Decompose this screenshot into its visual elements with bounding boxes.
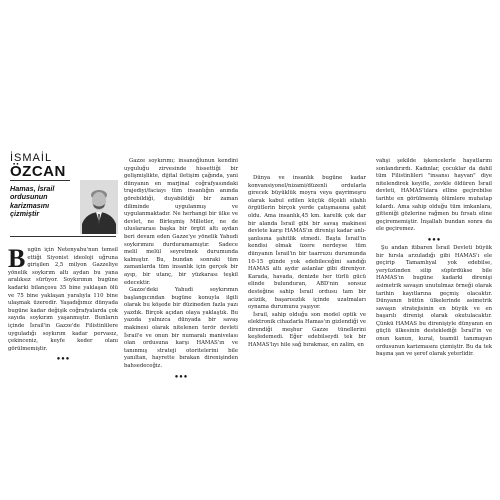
divider	[10, 180, 70, 181]
paragraph	[8, 244, 118, 353]
article-headline: Hamas, İsrail ordusunun karizmasını çizmiştir	[10, 184, 55, 219]
paragraph-text: ugün için Netenyahu'nun temsil ettiği Siyonist ideoloji uğruna girişilen 2,5 milyon Gazzeliye yönelik soykırım altı aydan bu yana aralıksız sürüyor. Soykırımın bugüne kadarki bilançosu 35 bine yaklaşan ölü ve 75 bine yaklaşan yaralıyla 110 bine ulaşmak üzeredir. Yaşadığımız dünyada bugüne kadar değişik coğrafyalarda çok sayıda soykırım yaşanmıştır. Bunların içinde İsrail'in Gazze'de Filistinlilere uyguladığı soykırım kadar pervasız, çekinceniz, keyfe keder olanı görülmemiştir.	[8, 247, 118, 352]
paragraph: Gazze soykırımı; insanoğlunun kendini uyguluğu zirvesinde hissettiği bir gelişmişlikte, dijital iletişim çağında, yani dünyanın en marjinal coğrafyasındaki trajediyi/faciayı tüm insanlığın anında görebildiği, duyabildiği bir zaman diliminde uygulanmış ve uygulanmaktadır. Ne herhangi bir ülke ve devlet, ne Birleşmiş Milletler, ne de uluslararası başka bir örgüt altı aydan beri devam eden Gazze'ye yönelik Yahudi soykırımını durduramamıştır. Sadece melil melül seyretmek durumunda kalmıştır. Bu, bundan sonraki tüm zamanlarda tüm insanlık için gerçek bir ayıp, bir utanç, bir yüzkarası teşkil edecektir.	[124, 158, 238, 286]
divider	[10, 236, 116, 237]
column-4	[376, 158, 492, 359]
author-first-name: İSMAİL	[10, 152, 53, 164]
separator: •••	[427, 234, 441, 244]
paragraph: Şu andan itibaren İsrail Devleti büyük bir hırsla arzuladığı gibi HAMAS'ı ele geçirip Tamamlıyal yok edebilse, yeryüzünden silip süpürdükse bile HAMAS'ın bugüne kadarki direnişi asimetrik savaşın unutulmaz örneği olarak tarihin kayıtlarına geçmiş olacaktır. Dünyanın bütün ülkelerinde asimetrik savaşın stratejisinin en büyük ve en başarılı direnişi olarak okutulacaktır. Çünkü HAMAS bu direnişiyle dünyanın en güçlü ülkesinin desteklediği İsrail'in ve onun kanun, kural, teamül tanımayan ordusunun karizmasını çizmiştir. Bu da tek başına şan ve şeref olarak yeterlidir.	[376, 244, 492, 358]
author-portrait	[80, 180, 118, 234]
author-box	[8, 150, 118, 242]
column-3	[248, 175, 366, 350]
paragraph: İsrail, sahip olduğu son model optik ve elektronik cihazlarla Hamas'ın gizlendiği ve direndiği meşhur Gazze tünellerini keşfedemedi. Eğer edebilseydi tek bir HAMAS'lıyı hile sağ bırakmaz, en zalim, en	[248, 311, 366, 349]
drop-cap: B	[8, 244, 26, 273]
separator: •••	[56, 354, 70, 364]
paragraph: vahşi şekilde işkencelerle hayatlarını sonlandırırdı. Kadınlar, çocuklar da dahil tüm Filistinlileri "insansı hayvan" diye nitelendirek keyifle, zevkle öldüren İsrail devleti, HAMAS'lılara elline geçirebilse tarihte en görülmemiş ölümlere muhatap kılardı. Ama sahip olduğu tüm imkanlara, gitteniği gözlerine rağmen bu fırsatı eline geçirememiştir. İnşallah bundan sonra da ele geçiremez.	[376, 158, 492, 233]
author-photo-icon	[80, 180, 118, 234]
paragraph: Gazze'deki Yahudi soykırımın başlangıcından bugüne konuyla ilgili olarak bu köşede bir düzineden fazla yazı yazdık. Birçok açıdan olaya yaklaştık. Bu yazıda yalnızca dünyada bir savaş makinesi olarak nitelenen terör devleti İsrail'e ve onun bir numaralı manivelası olan ordusuna karşı HAMAS'ın ve tanınmış strateji otoritelerini bile yanıltan, hayrette bırakan direnişinden bahsedeceğiz.	[124, 287, 238, 370]
column-1	[8, 244, 118, 364]
separator: •••	[174, 371, 188, 381]
author-last-name: ÖZCAN	[10, 163, 66, 180]
paragraph: Dünya ve insanlık bugüne kadar konvansiyonel/nizami/düzenli ordularla girecek büyüklük moyra veya gayrimeşru olarak kabul edilen küçük ölçekli silahlı örgütlerin birçok yerde çatışmasına şahit oldu. Ama insanlık,45 km. karelik çok dar bir alanda İsrail gibi bir savaş makinesi devlete karşı HAMAS'ın direnişi kadar anlı-şanlısına şahitlik etmedi. Başta İsrail'in kendisi olmak üzere nerdeyse tüm dünyanın İsrail'in bir taarruzu durumunda 10-15 günde yok edebileceğini sandığı HAMAS altı aydır aslanlar gibi direniyor. Karada, havada, denizde her türlü gücü elinde bulunduran, ABD'nin sonsuz desteğine sahip İsrail ordusu tam bir aciziik, başarısızlık içinde uzatmaları oynama durumunu yaşıyor.	[248, 175, 366, 311]
column-2	[124, 158, 238, 382]
